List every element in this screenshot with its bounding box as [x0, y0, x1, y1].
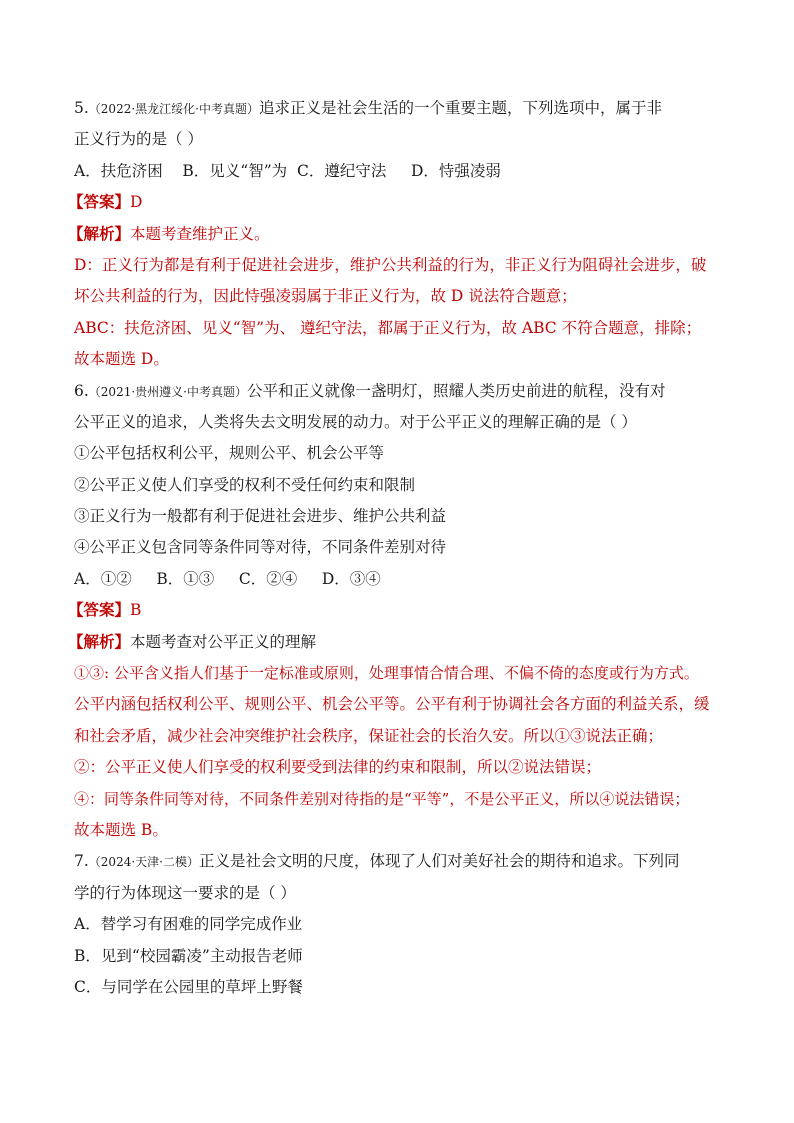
q7-stem-line-1: 7.（2024·天津·二模）正义是社会文明的尺度，体现了人们对美好社会的期待和追求。下列同: [74, 852, 680, 871]
q6-analysis-line: ②：公平正义使人们享受的权利要受到法律的约束和限制，所以②说法错误；: [74, 758, 602, 777]
document-page: [68, 98, 734, 1008]
q6-statement: ④公平正义包含同等条件同等对待，不同条件差别对待: [74, 538, 447, 557]
q5-source: （2022·黑龙江绥化·中考真题）: [88, 102, 259, 116]
q7-option: A．替学习有困难的同学完成作业: [74, 915, 303, 934]
q7-option: C．与同学在公园里的草坪上野餐: [74, 977, 303, 996]
q5-options: A．扶危济困 B．见义“智”为 C．遵纪守法 D．恃强凌弱: [74, 161, 501, 180]
q5-stem-line-2: 正义行为的是（ ）: [74, 130, 203, 149]
q5-analysis-title: 【解析】本题考查维护正义。: [68, 223, 270, 243]
q6-answer: 【答案】B: [68, 600, 142, 620]
q7-stem-line-2: 学的行为体现这一要求的是（ ）: [74, 883, 296, 902]
q6-analysis-line: 和社会矛盾，减少社会冲突维护社会秩序，保证社会的长治久安。所以①③说法正确；: [74, 726, 664, 745]
q6-analysis-line: 公平内涵包括权利公平、规则公平、机会公平等。公平有利于协调社会各方面的利益关系，缓: [74, 695, 710, 714]
q6-stem-line-2: 公平正义的追求，人类将失去文明发展的动力。对于公平正义的理解正确的是（ ）: [74, 412, 637, 431]
q5-answer: 【答案】D: [68, 192, 143, 212]
q6-statement: ①公平包括权利公平，规则公平、机会公平等: [74, 444, 385, 463]
q5-stem-line-1: 5.（2022·黑龙江绥化·中考真题）追求正义是社会生活的一个重要主题，下列选项中，属于非: [74, 99, 662, 117]
q6-options: A．①② B．①③ C．②④ D．③④: [74, 569, 381, 588]
q5-analysis-line: 坏公共利益的行为，因此恃强凌弱属于非正义行为，故 D 说法符合题意；: [74, 287, 577, 306]
q6-stem-line-1: 6.（2021·贵州遵义·中考真题）公平和正义就像一盏明灯，照耀人类历史前进的航程，没有对: [74, 381, 666, 400]
q5-analysis-line: ABC：扶危济困、见义“智”为、 遵纪守法，都属于正义行为，故 ABC 不符合题意，排除；: [74, 318, 702, 337]
q7-source: （2024·天津·二模）: [88, 855, 199, 870]
q6-analysis-line: ④：同等条件同等对待，不同条件差别对待指的是“平等”，不是公平正义，所以④说法错误；: [74, 789, 690, 808]
q5-analysis-line: D：正义行为都是有利于促进社会进步，维护公共利益的行为，非正义行为阻碍社会进步，破: [74, 255, 707, 274]
q6-statement: ②公平正义使人们享受的权利不受任何约束和限制: [74, 475, 416, 494]
q6-source: （2021·贵州遵义·中考真题）: [88, 384, 247, 399]
q5-conclusion: 故本题选 D。: [74, 350, 169, 369]
q6-analysis-line: ①③: 公平含义指人们基于一定标准或原则，处理事情合情合理、不偏不倚的态度或行为方式。: [74, 664, 699, 683]
q6-analysis-title: 【解析】本题考查对公平正义的理解: [68, 631, 317, 651]
q7-option: B．见到“校园霸凌”主动报告老师: [74, 946, 303, 965]
q6-conclusion: 故本题选 B。: [74, 820, 168, 839]
q6-statement: ③正义行为一般都有利于促进社会进步、维护公共利益: [74, 507, 447, 526]
